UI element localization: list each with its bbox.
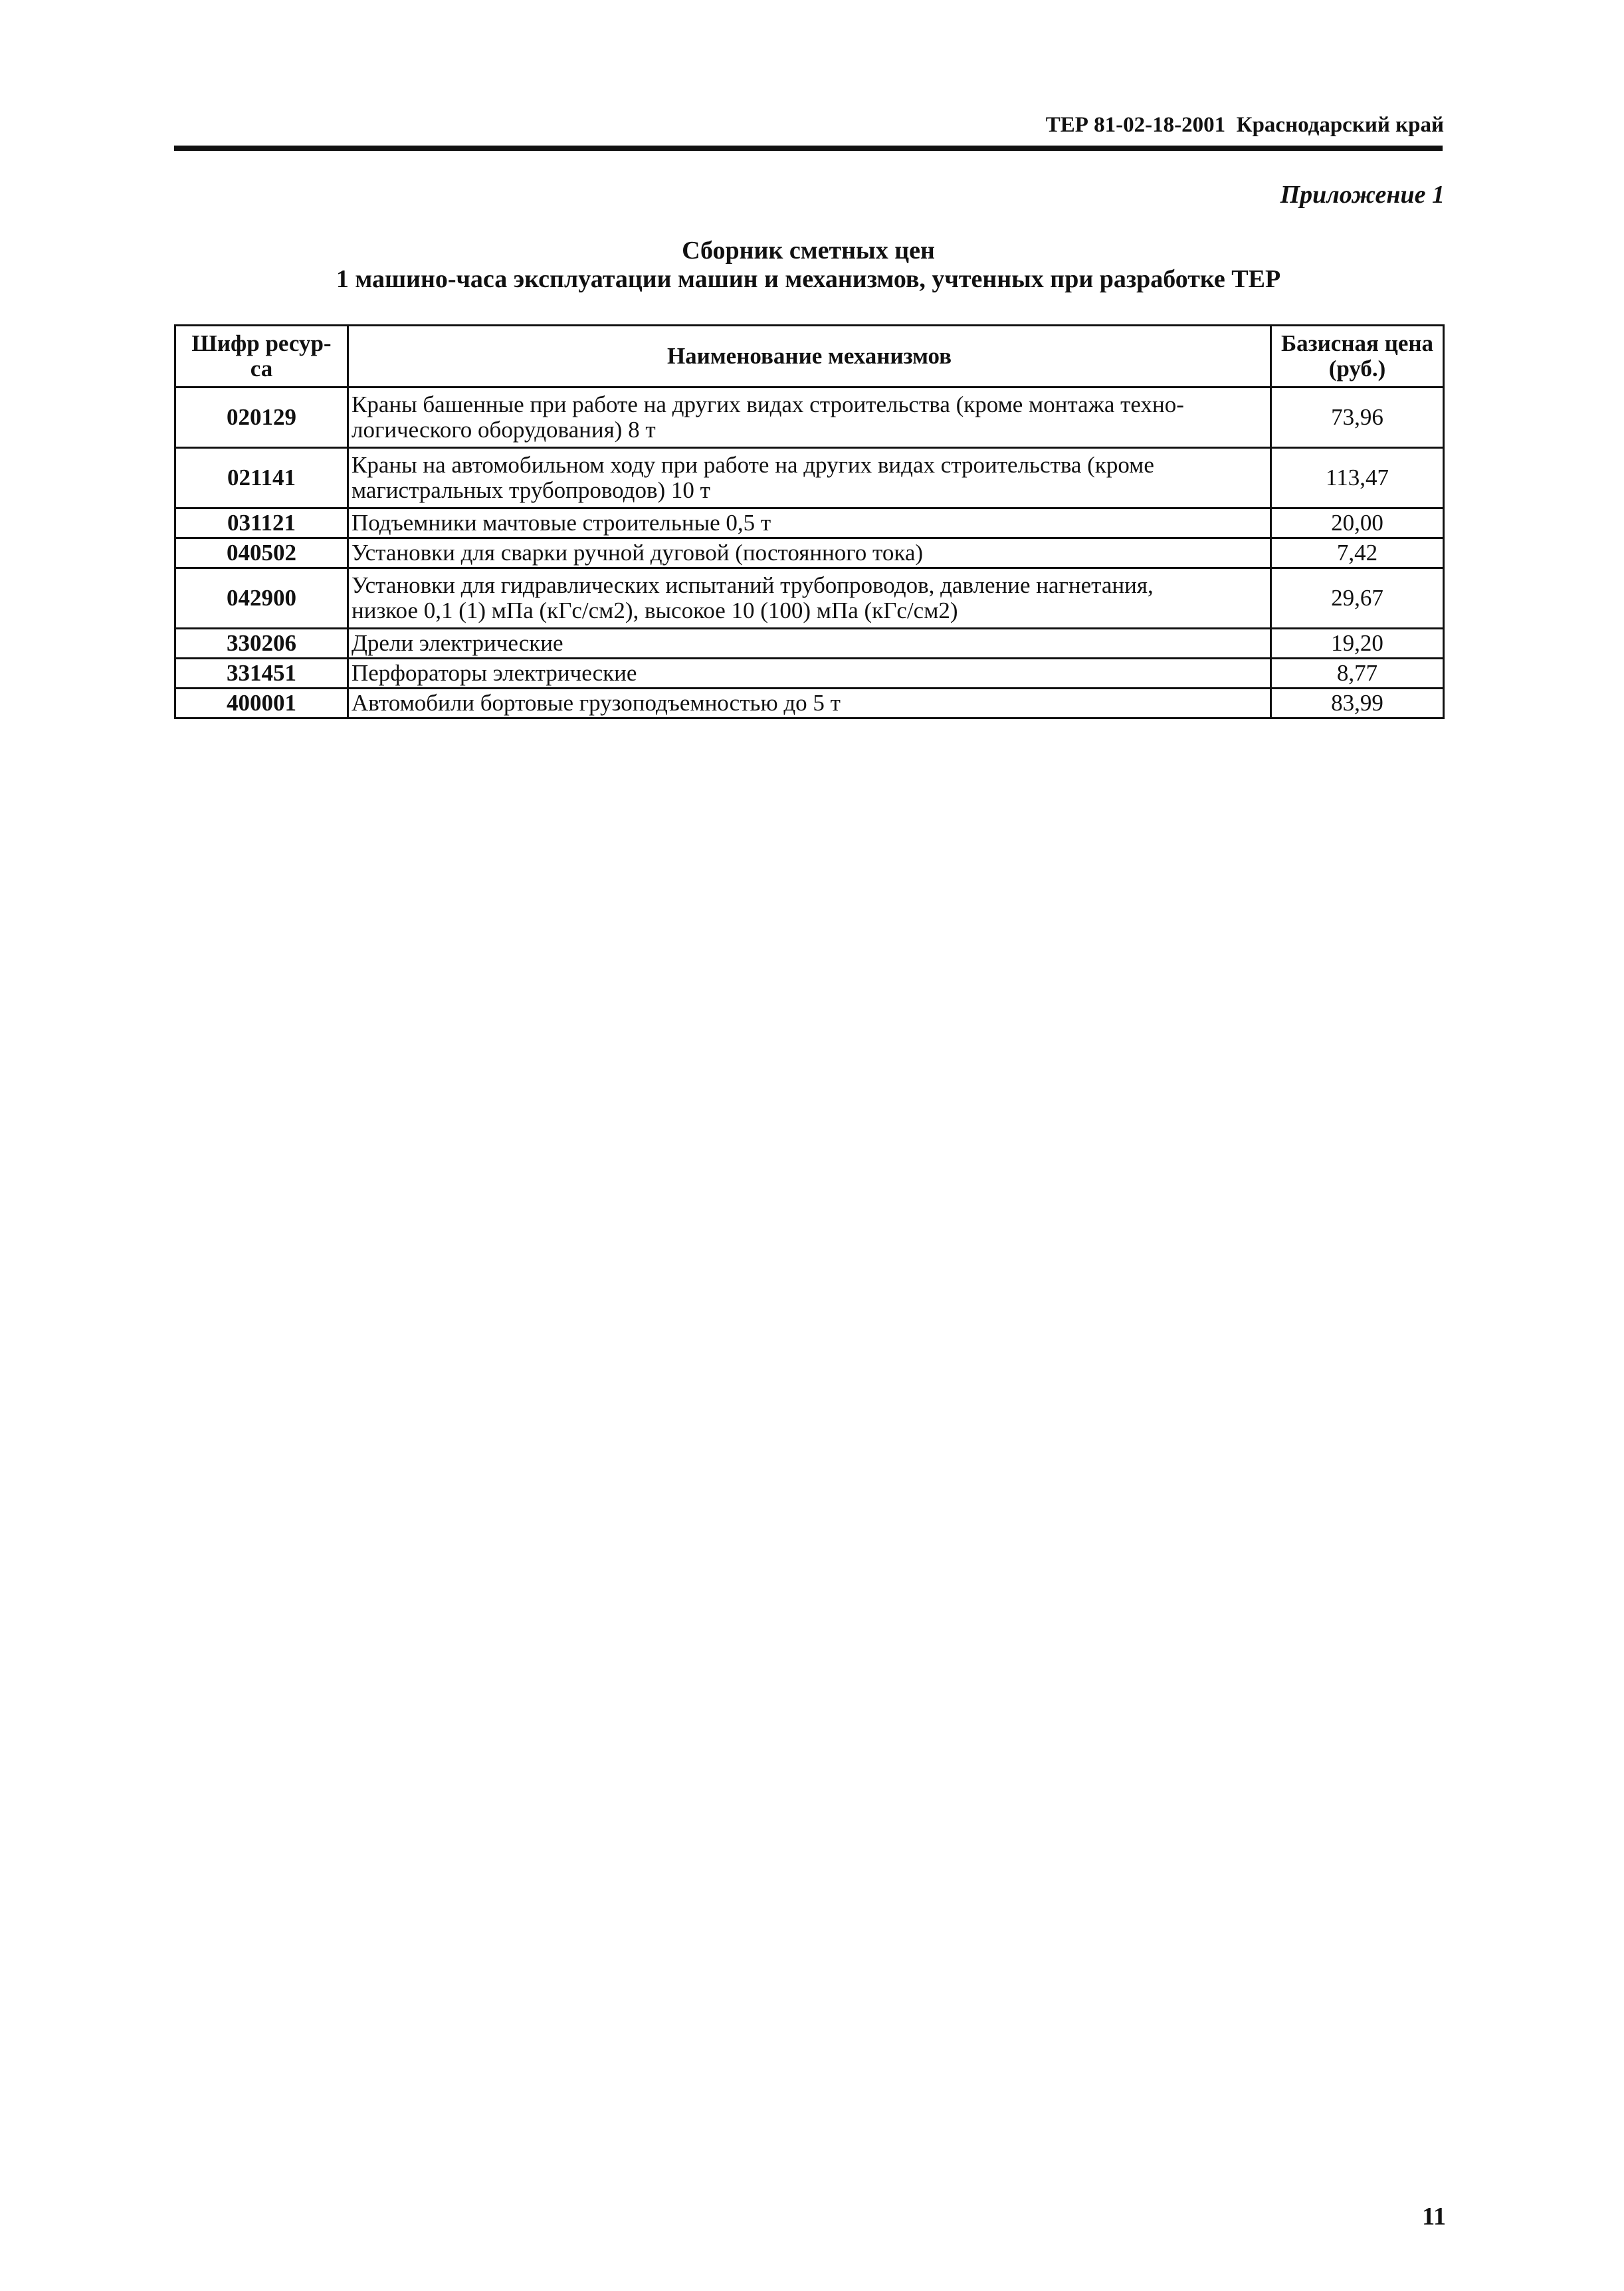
base-price: 29,67 — [1271, 568, 1444, 629]
table-row — [175, 538, 1444, 568]
doc-title-line-2: 1 машино-часа эксплуатации машин и механизмов, учтенных при разработке ТЕР — [336, 265, 1281, 293]
header-doc-code: ТЕР 81-02-18-2001 — [1045, 113, 1226, 137]
resource-code: 031121 — [175, 508, 348, 538]
mechanism-name: Краны на автомобильном ходу при работе на других видах строительства (кроме магистральных трубопроводов) 10 т — [348, 448, 1271, 508]
mechanism-name: Дрели электрические — [348, 629, 1271, 659]
mechanism-name: Установки для гидравлических испытаний трубопроводов, давление нагнетания, низкое 0,1 (1) мПа (кГс/см2), высокое 10 (100) мПа (кГс/см2) — [348, 568, 1271, 629]
column-header-code: Шифр ресур- са — [175, 326, 348, 387]
running-header — [1046, 113, 1444, 138]
column-header-name: Наименование механизмов — [348, 326, 1271, 387]
table-row — [175, 689, 1444, 718]
base-price: 19,20 — [1271, 629, 1444, 659]
appendix-label: Приложение 1 — [1280, 181, 1445, 209]
table-row — [175, 659, 1444, 689]
resource-code: 400001 — [175, 689, 348, 718]
column-header-price: Базисная цена (руб.) — [1271, 326, 1444, 387]
table-row — [175, 629, 1444, 659]
mechanism-name: Установки для сварки ручной дуговой (постоянного тока) — [348, 538, 1271, 568]
table-header-row — [175, 326, 1444, 387]
price-table — [174, 324, 1445, 719]
table-row — [175, 508, 1444, 538]
base-price: 8,77 — [1271, 659, 1444, 689]
resource-code: 042900 — [175, 568, 348, 629]
base-price: 20,00 — [1271, 508, 1444, 538]
base-price: 7,42 — [1271, 538, 1444, 568]
base-price: 113,47 — [1271, 448, 1444, 508]
page-number: 11 — [1422, 2203, 1446, 2231]
mechanism-name: Перфораторы электрические — [348, 659, 1271, 689]
base-price: 73,96 — [1271, 387, 1444, 448]
table-row — [175, 568, 1444, 629]
resource-code: 040502 — [175, 538, 348, 568]
header-region: Краснодарский край — [1236, 113, 1444, 137]
header-rule — [174, 146, 1443, 151]
mechanism-name: Подъемники мачтовые строительные 0,5 т — [348, 508, 1271, 538]
resource-code: 331451 — [175, 659, 348, 689]
resource-code: 330206 — [175, 629, 348, 659]
table-row — [175, 448, 1444, 508]
base-price: 83,99 — [1271, 689, 1444, 718]
mechanism-name: Краны башенные при работе на других видах строительства (кроме монтажа техно- логического оборудования) 8 т — [348, 387, 1271, 448]
doc-title-line-1: Сборник сметных цен — [682, 237, 935, 265]
resource-code: 020129 — [175, 387, 348, 448]
table-row — [175, 387, 1444, 448]
resource-code: 021141 — [175, 448, 348, 508]
mechanism-name: Автомобили бортовые грузоподъемностью до 5 т — [348, 689, 1271, 718]
